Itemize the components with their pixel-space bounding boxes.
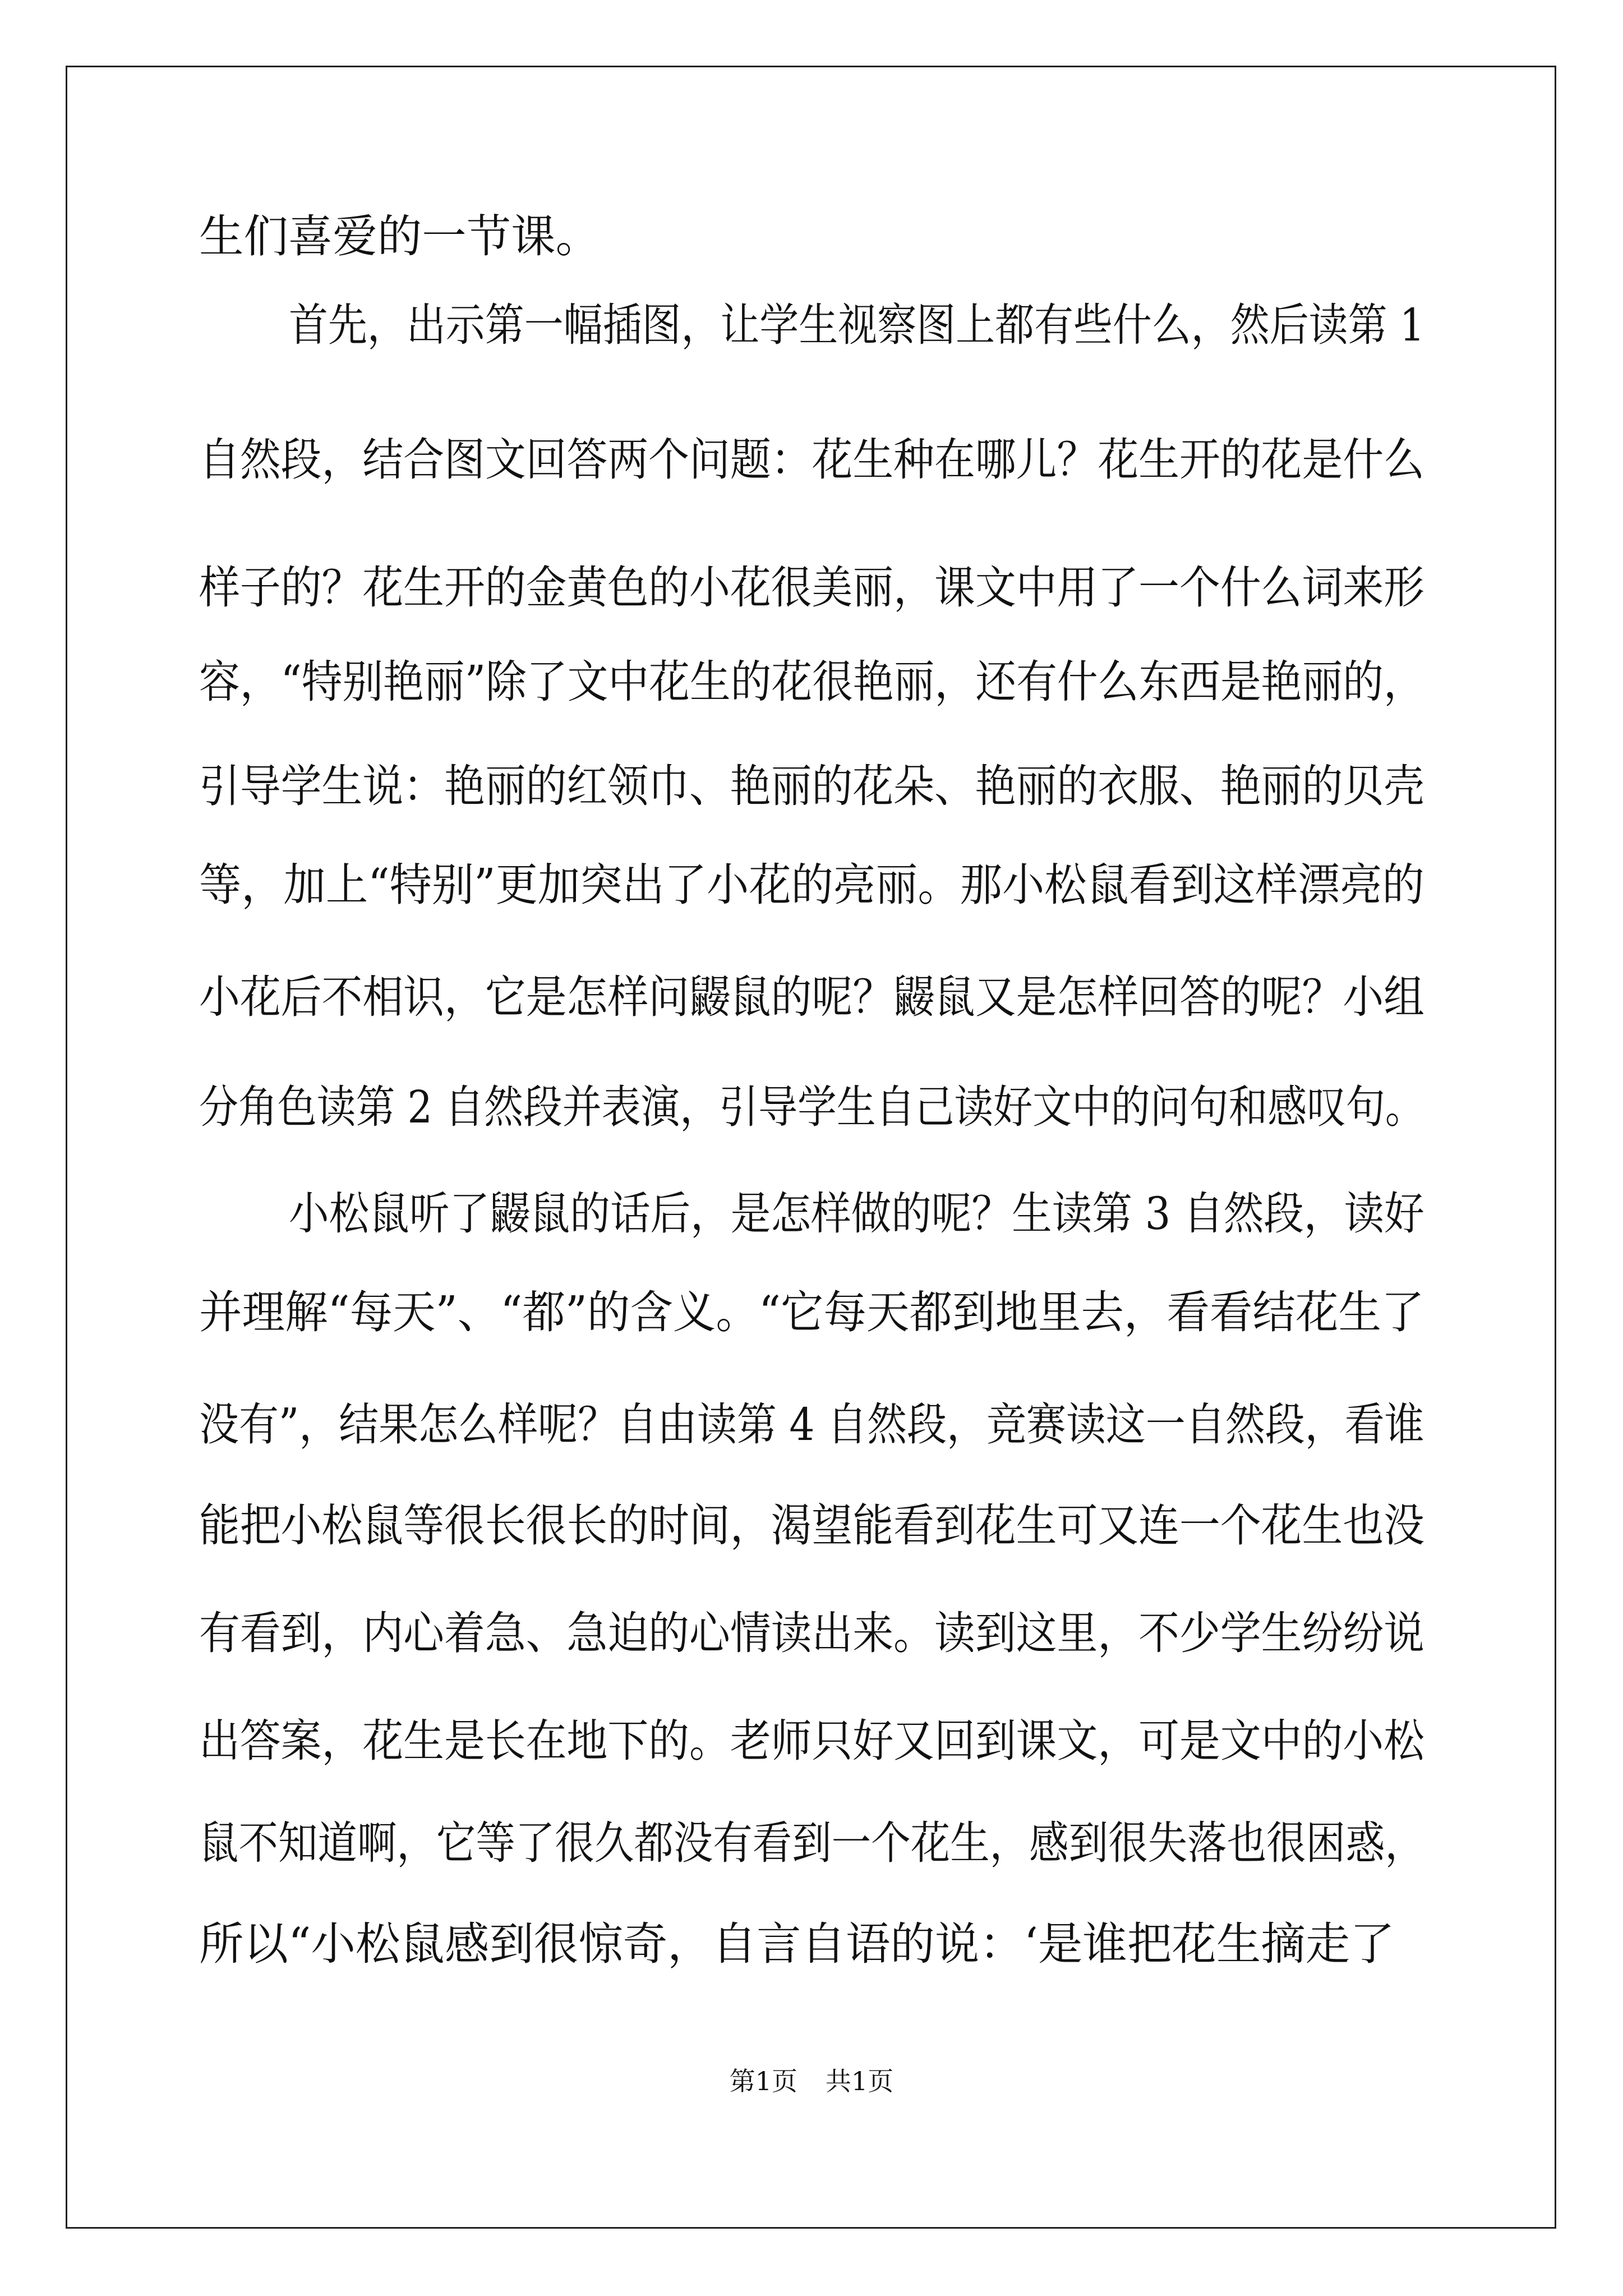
paragraph-line: 没有”，结果怎么样呢？自由读第 4 自然段，竞赛读这一自然段，看谁 bbox=[199, 1398, 1424, 1451]
paragraph-line: 有看到，内心着急、急迫的心情读出来。读到这里，不少学生纷纷说 bbox=[199, 1607, 1424, 1659]
paragraph-line: 等，加上“特别”更加突出了小花的亮丽。那小松鼠看到这样漂亮的 bbox=[199, 859, 1424, 911]
paragraph-line: 生们喜爱的一节课。 bbox=[199, 210, 601, 263]
paragraph-line: 样子的？花生开的金黄色的小花很美丽，课文中用了一个什么词来形 bbox=[199, 562, 1424, 614]
paragraph-line: 自然段，结合图文回答两个问题：花生种在哪儿？花生开的花是什么 bbox=[199, 434, 1424, 486]
page-total: 共1页 bbox=[826, 2066, 894, 2096]
paragraph-line: 出答案，花生是长在地下的。老师只好又回到课文，可是文中的小松 bbox=[199, 1715, 1424, 1767]
page-footer bbox=[0, 2064, 1623, 2098]
paragraph-line: 分角色读第 2 自然段并表演，引导学生自己读好文中的问句和感叹句。 bbox=[199, 1081, 1424, 1133]
paragraph-line: 首先，出示第一幅插图，让学生视察图上都有些什么，然后读第 1 bbox=[289, 299, 1425, 351]
page-number: 第1页 bbox=[729, 2066, 797, 2096]
paragraph-line: 小松鼠听了鼹鼠的话后，是怎样做的呢？生读第 3 自然段，读好 bbox=[289, 1188, 1424, 1240]
paragraph-line: 容，“特别艳丽”除了文中花生的花很艳丽，还有什么东西是艳丽的， bbox=[199, 656, 1424, 708]
paragraph-line: 所以“小松鼠感到很惊奇，自言自语的说：‘是谁把花生摘走了 bbox=[199, 1918, 1395, 1970]
paragraph-line: 能把小松鼠等很长很长的时间，渴望能看到花生可又连一个花生也没 bbox=[199, 1499, 1424, 1552]
paragraph-line: 引导学生说：艳丽的红领巾、艳丽的花朵、艳丽的衣服、艳丽的贝壳 bbox=[199, 760, 1424, 812]
paragraph-line: 并理解“每天”、“都”的含义。“它每天都到地里去，看看结花生了 bbox=[199, 1286, 1424, 1338]
paragraph-line: 鼠不知道啊，它等了很久都没有看到一个花生，感到很失落也很困惑， bbox=[199, 1817, 1424, 1869]
paragraph-line: 小花后不相识，它是怎样问鼹鼠的呢？鼹鼠又是怎样回答的呢？小组 bbox=[199, 971, 1424, 1023]
page-border bbox=[66, 66, 1556, 2229]
